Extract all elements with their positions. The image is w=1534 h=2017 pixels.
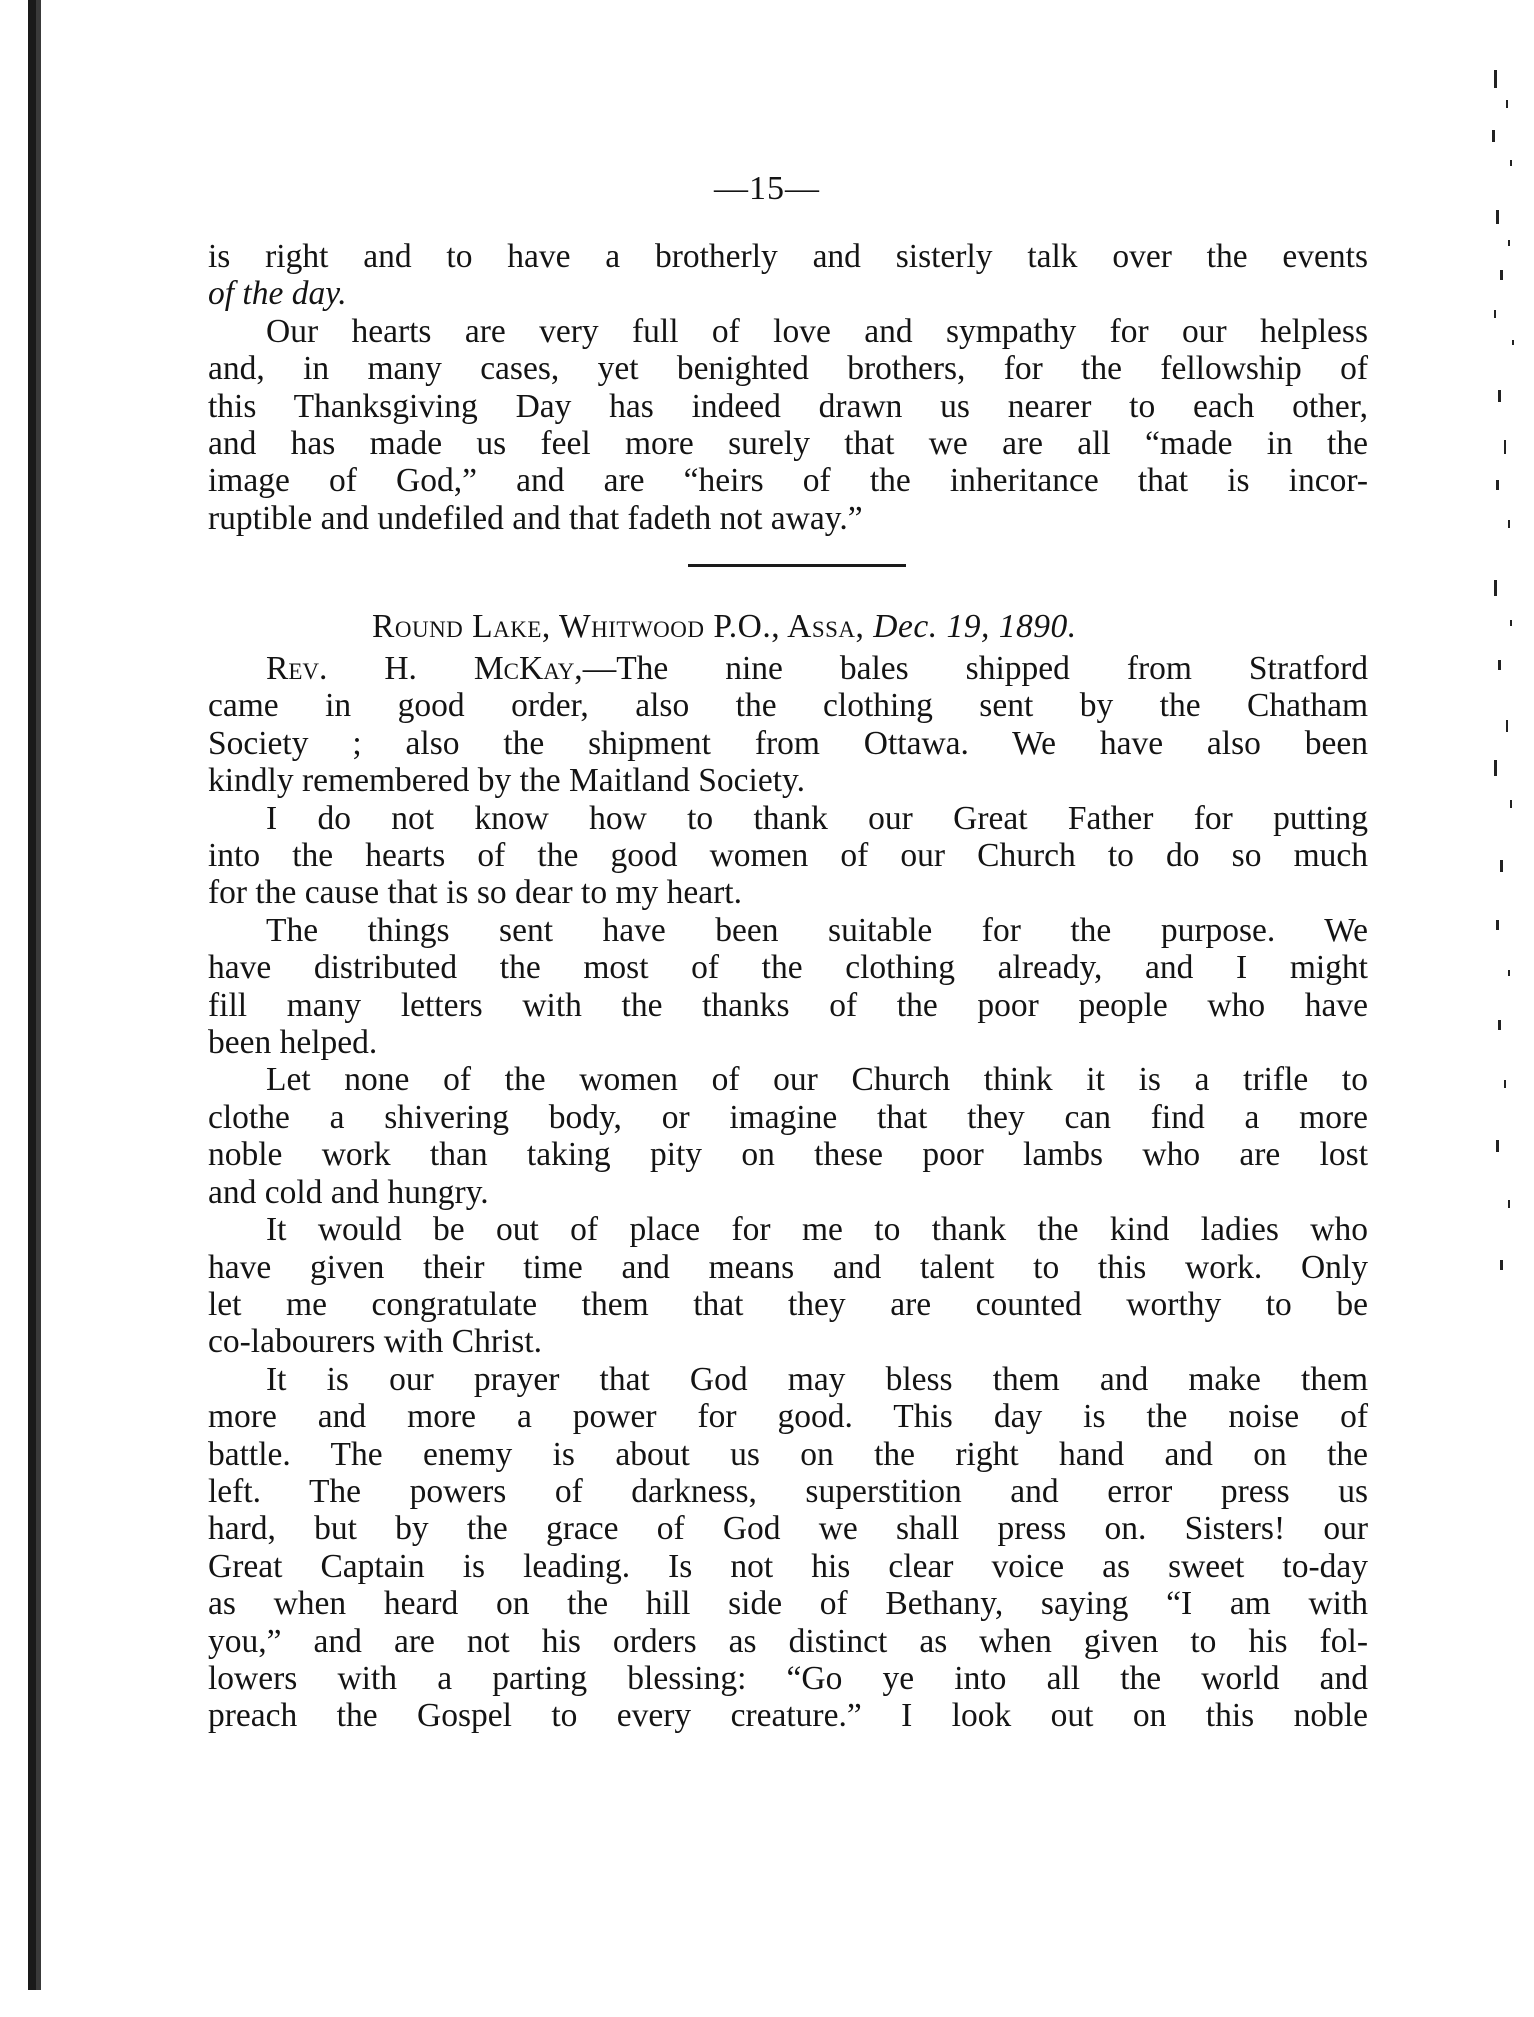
text-line: you,” and are not his orders as distinct as when given to his fol- (208, 1622, 1368, 1660)
text-line: let me congratulate them that they are counted worthy to be (208, 1285, 1368, 1323)
text-line: came in good order, also the clothing sent by the Chatham (208, 687, 1368, 725)
text-line: Let none of the women of our Church think it is a trifle to (266, 1061, 1368, 1099)
text-line: and cold and hungry. (208, 1173, 489, 1211)
text-line: It would be out of place for me to thank the kind ladies who (266, 1211, 1368, 1249)
text-line: preach the Gospel to every creature.” I look out on this noble (208, 1697, 1368, 1735)
text-line: for the cause that is so dear to my heart. (208, 874, 742, 912)
text-line: is right and to have a brotherly and sisterly talk over the events (208, 238, 1368, 275)
text-line: Great Captain is leading. Is not his clear voice as sweet to-day (208, 1547, 1368, 1585)
text-line: co-labourers with Christ. (208, 1323, 543, 1361)
text-line: this Thanksgiving Day has indeed drawn us nearer to each other, (208, 387, 1368, 425)
text-line: have given their time and means and talent to this work. Only (208, 1248, 1368, 1286)
text-line: of the day. (208, 275, 347, 313)
text-line: left. The powers of darkness, superstition and error press us (208, 1472, 1368, 1510)
text-line: ruptible and undefiled and that fadeth not away.” (208, 499, 863, 537)
text-line: fill many letters with the thanks of the poor people who have (208, 986, 1368, 1024)
scan-speckles (1454, 60, 1534, 1360)
text-line: I do not know how to thank our Great Father for putting (266, 799, 1368, 837)
page-number: —15— (714, 170, 820, 207)
text-line: Society ; also the shipment from Ottawa. We have also been (208, 724, 1368, 762)
text-line: Our hearts are very full of love and sympathy for our helpless (266, 312, 1368, 350)
text-line: battle. The enemy is about us on the right hand and on the (208, 1435, 1368, 1473)
text-line: kindly remembered by the Maitland Society. (208, 762, 805, 800)
letter-salutation: Rev. H. McKay, (266, 650, 583, 687)
section-separator-rule (688, 564, 906, 567)
text-line: and, in many cases, yet benighted brothers, for the fellowship of (208, 350, 1368, 388)
text-line: hard, but by the grace of God we shall press on. Sisters! our (208, 1510, 1368, 1548)
text-line: have distributed the most of the clothing already, and I might (208, 949, 1368, 987)
text-line: clothe a shivering body, or imagine that they can find a more (208, 1098, 1368, 1136)
text-line: It is our prayer that God may bless them and make them (266, 1360, 1368, 1398)
text-line: been helped. (208, 1024, 378, 1062)
binding-shadow (36, 0, 41, 1990)
text-line: more and more a power for good. This day is the noise of (208, 1398, 1368, 1436)
dateline-date: Dec. 19, 1890. (873, 608, 1077, 645)
text-line: lowers with a parting blessing: “Go ye into all the world and (208, 1659, 1368, 1697)
text-line: noble work than taking pity on these poor lambs who are lost (208, 1136, 1368, 1174)
section-1-text (208, 238, 1368, 537)
text-line (208, 650, 1368, 687)
text-line: into the hearts of the good women of our Church to do so much (208, 837, 1368, 875)
dateline-place: Round Lake, Whitwood P.O., Assa, (372, 608, 865, 645)
text-line: and has made us feel more surely that we are all “made in the (208, 425, 1368, 463)
text-line: as when heard on the hill side of Bethany, saying “I am with (208, 1585, 1368, 1623)
letter-dateline (372, 608, 1077, 646)
text-line: image of God,” and are “heirs of the inheritance that is incor- (208, 462, 1368, 500)
text-line: The things sent have been suitable for the purpose. We (266, 911, 1368, 949)
text-line-rest: —The nine bales shipped from Stratford (582, 650, 1369, 687)
letter-body (208, 650, 1368, 1735)
